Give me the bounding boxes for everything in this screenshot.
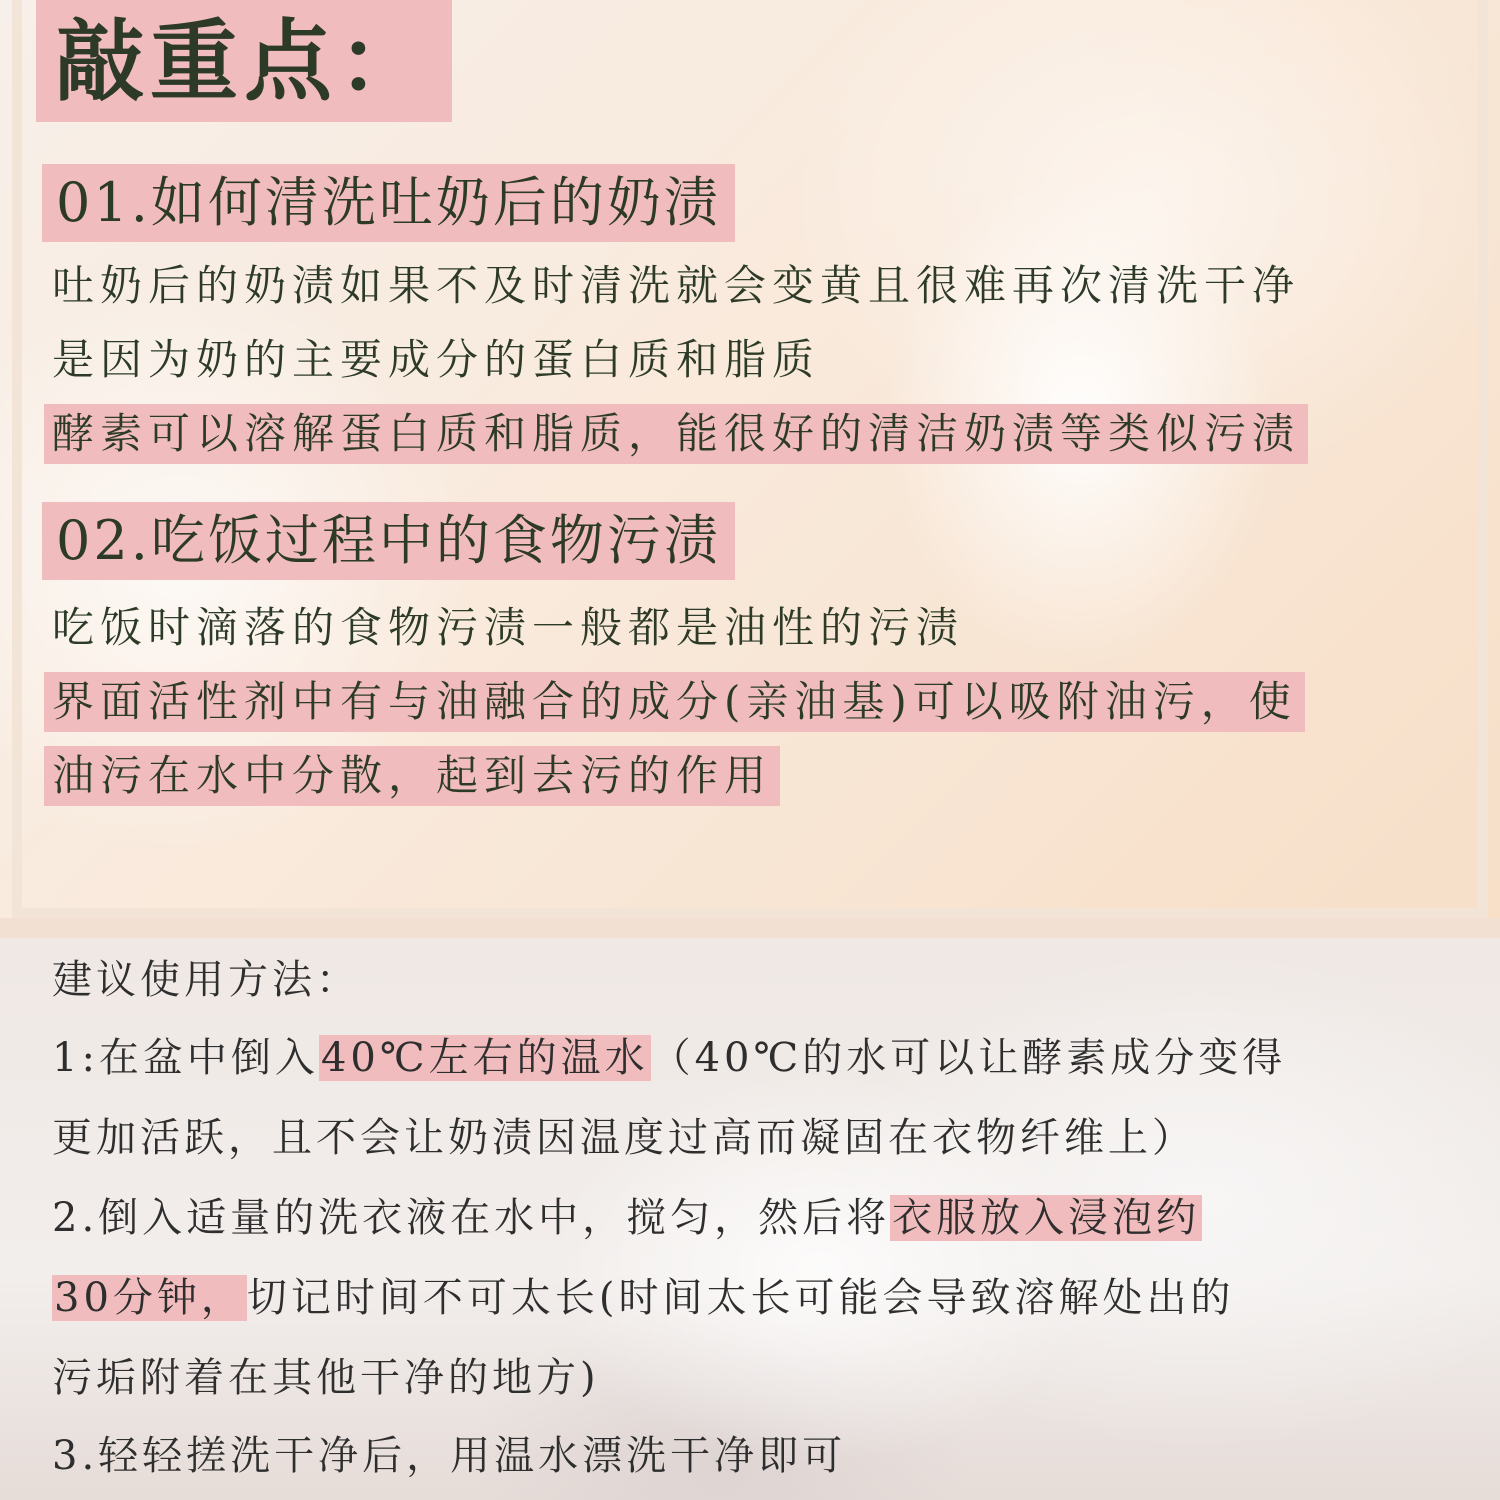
usage-title: 建议使用方法：: [52, 957, 360, 1003]
section2-title: 02.吃饭过程中的食物污渍: [42, 502, 735, 580]
usage-step-1: [52, 1030, 1286, 1086]
bottom-panel: [0, 938, 1500, 1500]
section1-highlight: 酵素可以溶解蛋白质和脂质，能很好的清洁奶渍等类似污渍: [44, 404, 1308, 464]
panel-divider: [0, 918, 1500, 938]
section2-highlight: 界面活性剂中有与油融合的成分(亲油基)可以吸附油污，使: [44, 672, 1305, 732]
step2-highlight-duration: 30分钟，: [54, 1275, 245, 1321]
section2-highlight: 油污在水中分散，起到去污的作用: [44, 746, 780, 806]
step1-prefix: 1:在盆中倒入: [52, 1035, 319, 1081]
section2-line: 吃饭时滴落的食物污渍一般都是油性的污渍: [52, 603, 965, 652]
usage-step-2: [52, 1190, 1202, 1246]
section1-title: 01.如何清洗吐奶后的奶渍: [42, 164, 735, 242]
step2-continuation: [52, 1270, 1235, 1326]
step1-continuation: 更加活跃，且不会让奶渍因温度过高而凝固在衣物纤维上）: [52, 1115, 1196, 1161]
step2-highlight: 衣服放入浸泡约: [892, 1195, 1201, 1241]
step2-suffix: 切记时间不可太长(时间太长可能会导致溶解处出的: [246, 1275, 1235, 1321]
page-heading: 敲重点：: [36, 0, 452, 122]
step2-prefix: 2.倒入适量的洗衣液在水中，搅匀，然后将: [52, 1195, 891, 1241]
section1-line: 是因为奶的主要成分的蛋白质和脂质: [52, 335, 821, 384]
usage-step-3: 3.轻轻搓洗干净后，用温水漂洗干净即可: [52, 1433, 847, 1479]
step1-suffix: （40℃的水可以让酵素成分变得: [650, 1035, 1287, 1081]
step2-continuation-2: 污垢附着在其他干净的地方): [52, 1355, 600, 1401]
step1-highlight: 40℃左右的温水: [320, 1035, 649, 1081]
section1-line: 吐奶后的奶渍如果不及时清洗就会变黄且很难再次清洗干净: [52, 261, 1301, 310]
